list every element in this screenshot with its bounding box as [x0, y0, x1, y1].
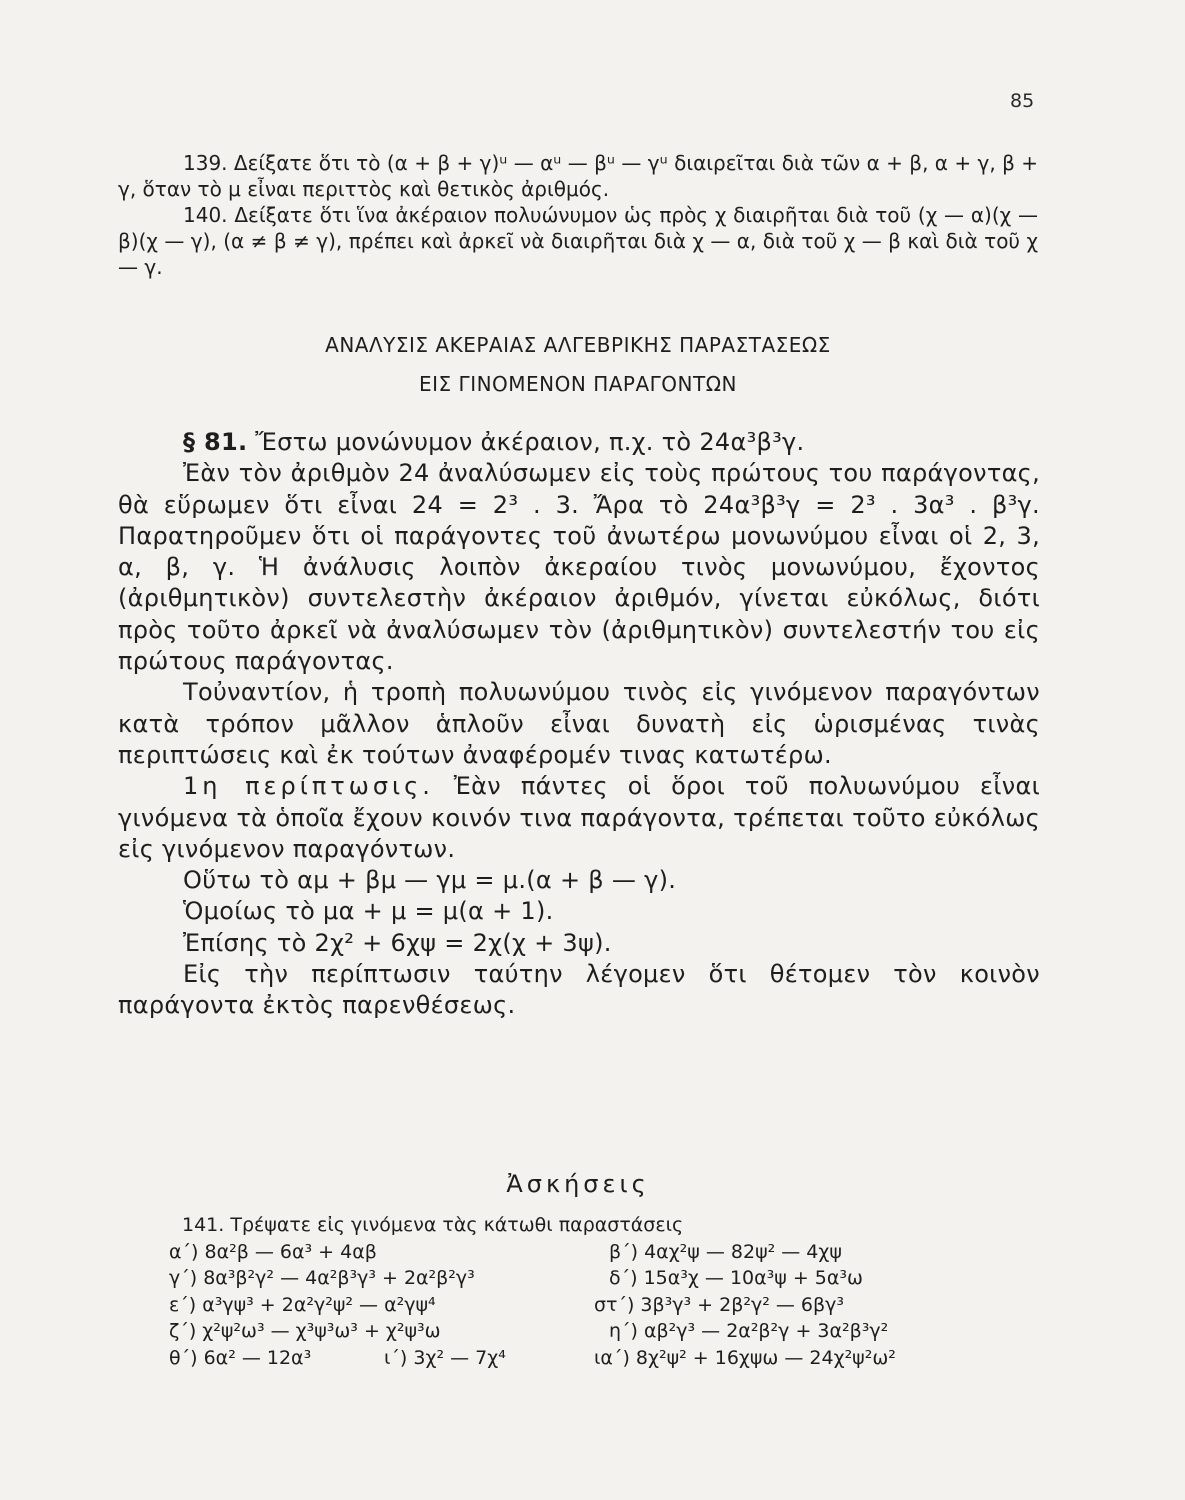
- exercise-item: γ΄) 8α³β²γ² — 4α²β³γ³ + 2α²β²γ³: [169, 1267, 475, 1289]
- exercise-141-intro: 141. Τρέψατε εἰς γινόμενα τὰς κάτωθι παραστάσεις: [182, 1214, 684, 1236]
- exercise-row: [169, 1318, 889, 1345]
- exercises-list: [169, 1212, 896, 1371]
- section-mark: § 81.: [183, 428, 248, 456]
- exercise-item: στ΄) 3β³γ³ + 2β²γ² — 6βγ³: [594, 1293, 844, 1316]
- exercise-row: [169, 1239, 842, 1266]
- paragraph-monomial: Ἐὰν τὸν ἀριθμὸν 24 ἀναλύσωμεν εἰς τοὺς πρώτους του παράγοντας, θὰ εὕρωμεν ὅτι εἶναι 24 = 2³ . 3. Ἄρα τὸ 24α³β³γ = 2³ . 3α³ . β³γ. Παρατηροῦμεν ὅτι οἱ παράγοντες τοῦ ἀνωτέρω μονωνύμου εἶναι οἱ 2, 3, α, β, γ. Ἡ ἀνάλυσις λοιπὸν ἀκεραίου τινὸς μονωνύμου, ἔχοντος (ἀριθμητικὸν) συντελεστὴν ἀκέραιον ἀριθμόν, γίνεται εὐκόλως, διότι πρὸς τοῦτο ἀρκεῖ νὰ ἀναλύσωμεν τὸν (ἀριθμητικὸν) συντελεστήν του εἰς πρώτους παράγοντας.: [118, 459, 1040, 676]
- exercise-row: [169, 1265, 863, 1292]
- exercise-item: β΄) 4αχ²ψ — 82ψ² — 4χψ: [609, 1240, 842, 1263]
- main-text: [118, 427, 1040, 1022]
- formula-3: Ἐπίσης τὸ 2χ² + 6χψ = 2χ(χ + 3ψ).: [183, 928, 612, 957]
- paragraph-polynomial: Τοὐναντίον, ἡ τροπὴ πολυωνύμου τινὸς εἰς γινόμενον παραγόντων κατὰ τρόπον μᾶλλον ἁπλοῦν εἶναι δυνατὴ εἰς ὡρισμένας τινὰς περιπτώσεις καὶ ἐκ τούτων ἀναφέρομέν τινας κατωτέρω.: [118, 678, 1040, 769]
- exercise-140: 140. Δείξατε ὅτι ἵνα ἀκέραιον πολυώνυμον ὡς πρὸς χ διαιρῆται διὰ τοῦ (χ — α)(χ — β)(χ — γ), (α ≠ β ≠ γ), πρέπει καὶ ἀρκεῖ νὰ διαιρῆται διὰ χ — α, διὰ τοῦ χ — β καὶ διὰ τοῦ χ — γ.: [118, 203, 1038, 279]
- page-number: 85: [1010, 90, 1035, 112]
- exercise-item: ζ΄) χ²ψ²ω³ — χ³ψ³ω³ + χ²ψ³ω: [169, 1320, 441, 1342]
- previous-exercises: [118, 150, 1038, 280]
- exercise-row: [169, 1345, 896, 1372]
- formula-1: Οὕτω τὸ αμ + βμ — γμ = μ.(α + β — γ).: [183, 866, 677, 895]
- section-81-intro: [118, 427, 1040, 458]
- section-heading-line2: ΕΙΣ ΓΙΝΟΜΕΝΟΝ ΠΑΡΑΓΟΝΤΩΝ: [419, 372, 737, 396]
- conclusion-paragraph: Εἰς τὴν περίπτωσιν ταύτην λέγομεν ὅτι θέτομεν τὸν κοινὸν παράγοντα ἐκτὸς παρενθέσεως.: [118, 960, 1040, 1020]
- exercise-item: δ΄) 15α³χ — 10α³ψ + 5α³ω: [609, 1267, 863, 1289]
- exercise-item: η΄) αβ²γ³ — 2α²β²γ + 3α²β³γ²: [609, 1320, 889, 1342]
- first-case-paragraph: [118, 771, 1040, 865]
- section-heading-line1: ΑΝΑΛΥΣΙΣ ΑΚΕΡΑΙΑΣ ΑΛΓΕΒΡΙΚΗΣ ΠΑΡΑΣΤΑΣΕΩΣ: [325, 333, 831, 357]
- exercise-item: ι΄) 3χ² — 7χ⁴: [384, 1346, 506, 1369]
- section-81-text: Ἔστω μονώνυμον ἀκέραιον, π.χ. τὸ 24α³β³γ.: [247, 428, 805, 456]
- exercise-139: 139. Δείξατε ὅτι τὸ (α + β + γ)ᵘ — αᵘ — βᵘ — γᵘ διαιρεῖται διὰ τῶν α + β, α + γ, β + γ, ὅταν τὸ μ εἶναι περιττὸς καὶ θετικὸς ἀριθμός.: [118, 151, 1038, 201]
- case-label: 1η περίπτωσις.: [183, 772, 434, 801]
- exercise-item: α΄) 8α²β — 6α³ + 4αβ: [169, 1240, 377, 1263]
- formula-2: Ὁμοίως τὸ μα + μ = μ(α + 1).: [183, 897, 554, 926]
- exercise-item: ια΄) 8χ²ψ² + 16χψω — 24χ²ψ²ω²: [594, 1346, 896, 1369]
- exercise-item: ε΄) α³γψ³ + 2α²γ²ψ² — α²γψ⁴: [169, 1293, 436, 1316]
- exercises-title: Ἀσκήσεις: [506, 1170, 650, 1198]
- exercise-row: [169, 1292, 844, 1319]
- exercise-item: θ΄) 6α² — 12α³: [169, 1346, 312, 1369]
- case-text: Ἐὰν πάντες οἱ ὅροι τοῦ πολυωνύμου εἶναι γινόμενα τὰ ὁποῖα ἔχουν κοινόν τινα παράγοντα, τρέπεται τοῦτο εὐκόλως εἰς γινόμενον παραγόντων.: [118, 772, 1040, 863]
